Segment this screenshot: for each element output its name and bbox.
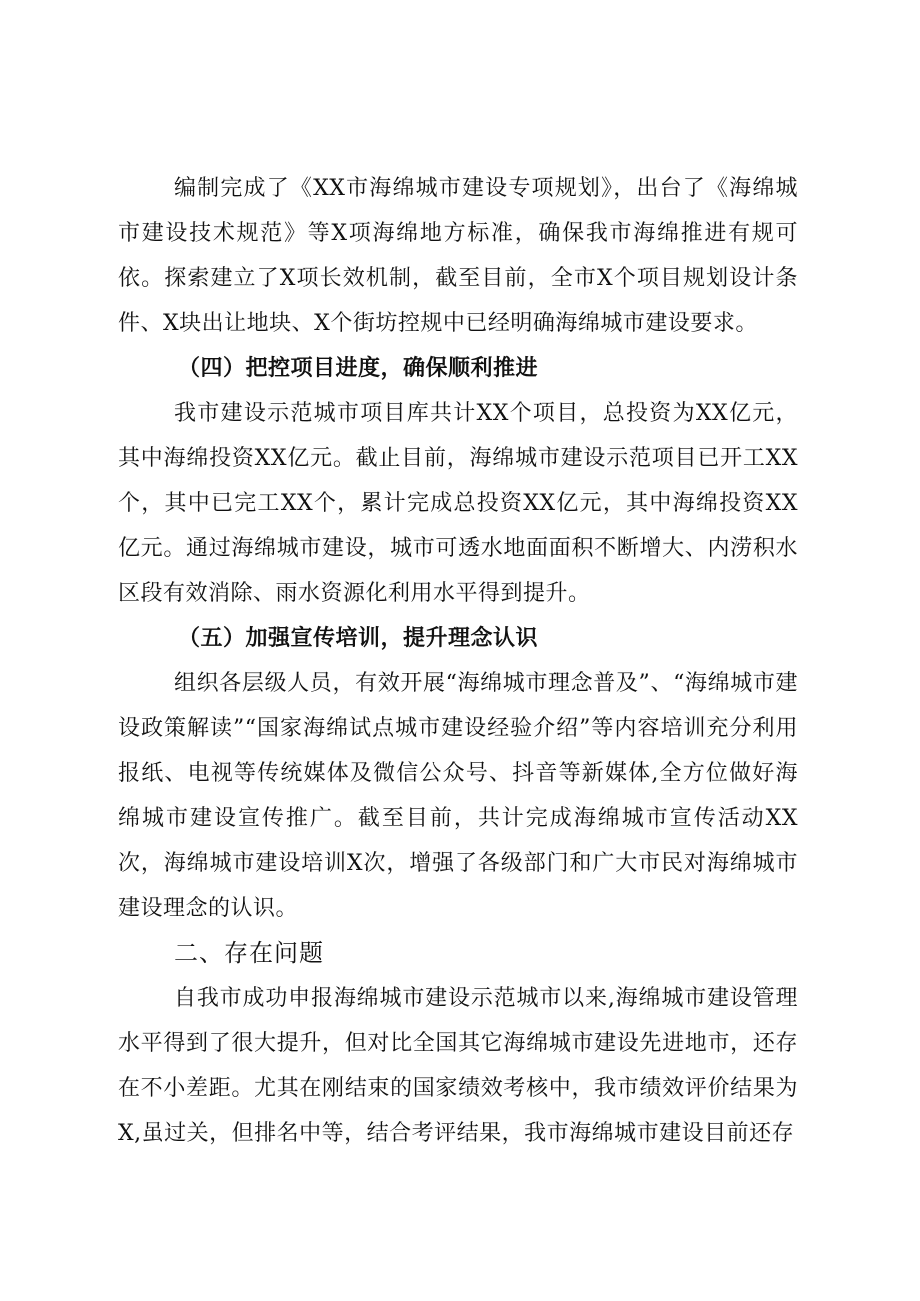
paragraph-training-activities: 组织各层级人员，有效开展“海绵城市理念普及”、“海绵城市建设政策解读”“国家海绵试点城市建设经验介绍”等内容培训充分利用报纸、电视等传统媒体及微信公众号、抖音等新媒体,全方位做好海绵城市建设宣传推广。截至目前，共计完成海绵城市宣传活动XX次，海绵城市建设培训X次，增强了各级部门和广大市民对海绵城市建设理念的认识。 [118, 671, 798, 921]
subheading-project-progress: （四）把控项目进度，确保顺利推进 [178, 355, 539, 381]
paragraph-regulations: 编制完成了《XX市海绵城市建设专项规划》，出台了《海绵城市建设技术规范》等X项海绵地方标准，确保我市海绵推进有规可依。探索建立了X项长效机制，截至目前，全市X个项目规划设计条件、X块出让地块、X个街坊控规中已经明确海绵城市建设要求。 [118, 176, 798, 336]
paragraph-problems-intro: 自我市成功申报海绵城市建设示范城市以来,海绵城市建设管理水平得到了很大提升，但对比全国其它海绵城市建设先进地市，还存在不小差距。尤其在刚结束的国家绩效考核中，我市绩效评价结果为X,虽过关，但排名中等，结合考评结果，我市海绵城市建设目前还存 [118, 986, 798, 1146]
document-body [118, 166, 798, 1156]
paragraph-project-investment: 我市建设示范城市项目库共计XX个项目，总投资为XX亿元，其中海绵投资XX亿元。截止目前，海绵城市建设示范项目已开工XX个，其中已完工XX个，累计完成总投资XX亿元，其中海绵投资XX亿元。通过海绵城市建设，城市可透水地面面积不断增大、内涝积水区段有效消除、雨水资源化利用水平得到提升。 [118, 401, 798, 606]
section-title-existing-problems: 二、存在问题 [174, 939, 324, 967]
subheading-publicity-training: （五）加强宣传培训，提升理念认识 [178, 625, 539, 651]
